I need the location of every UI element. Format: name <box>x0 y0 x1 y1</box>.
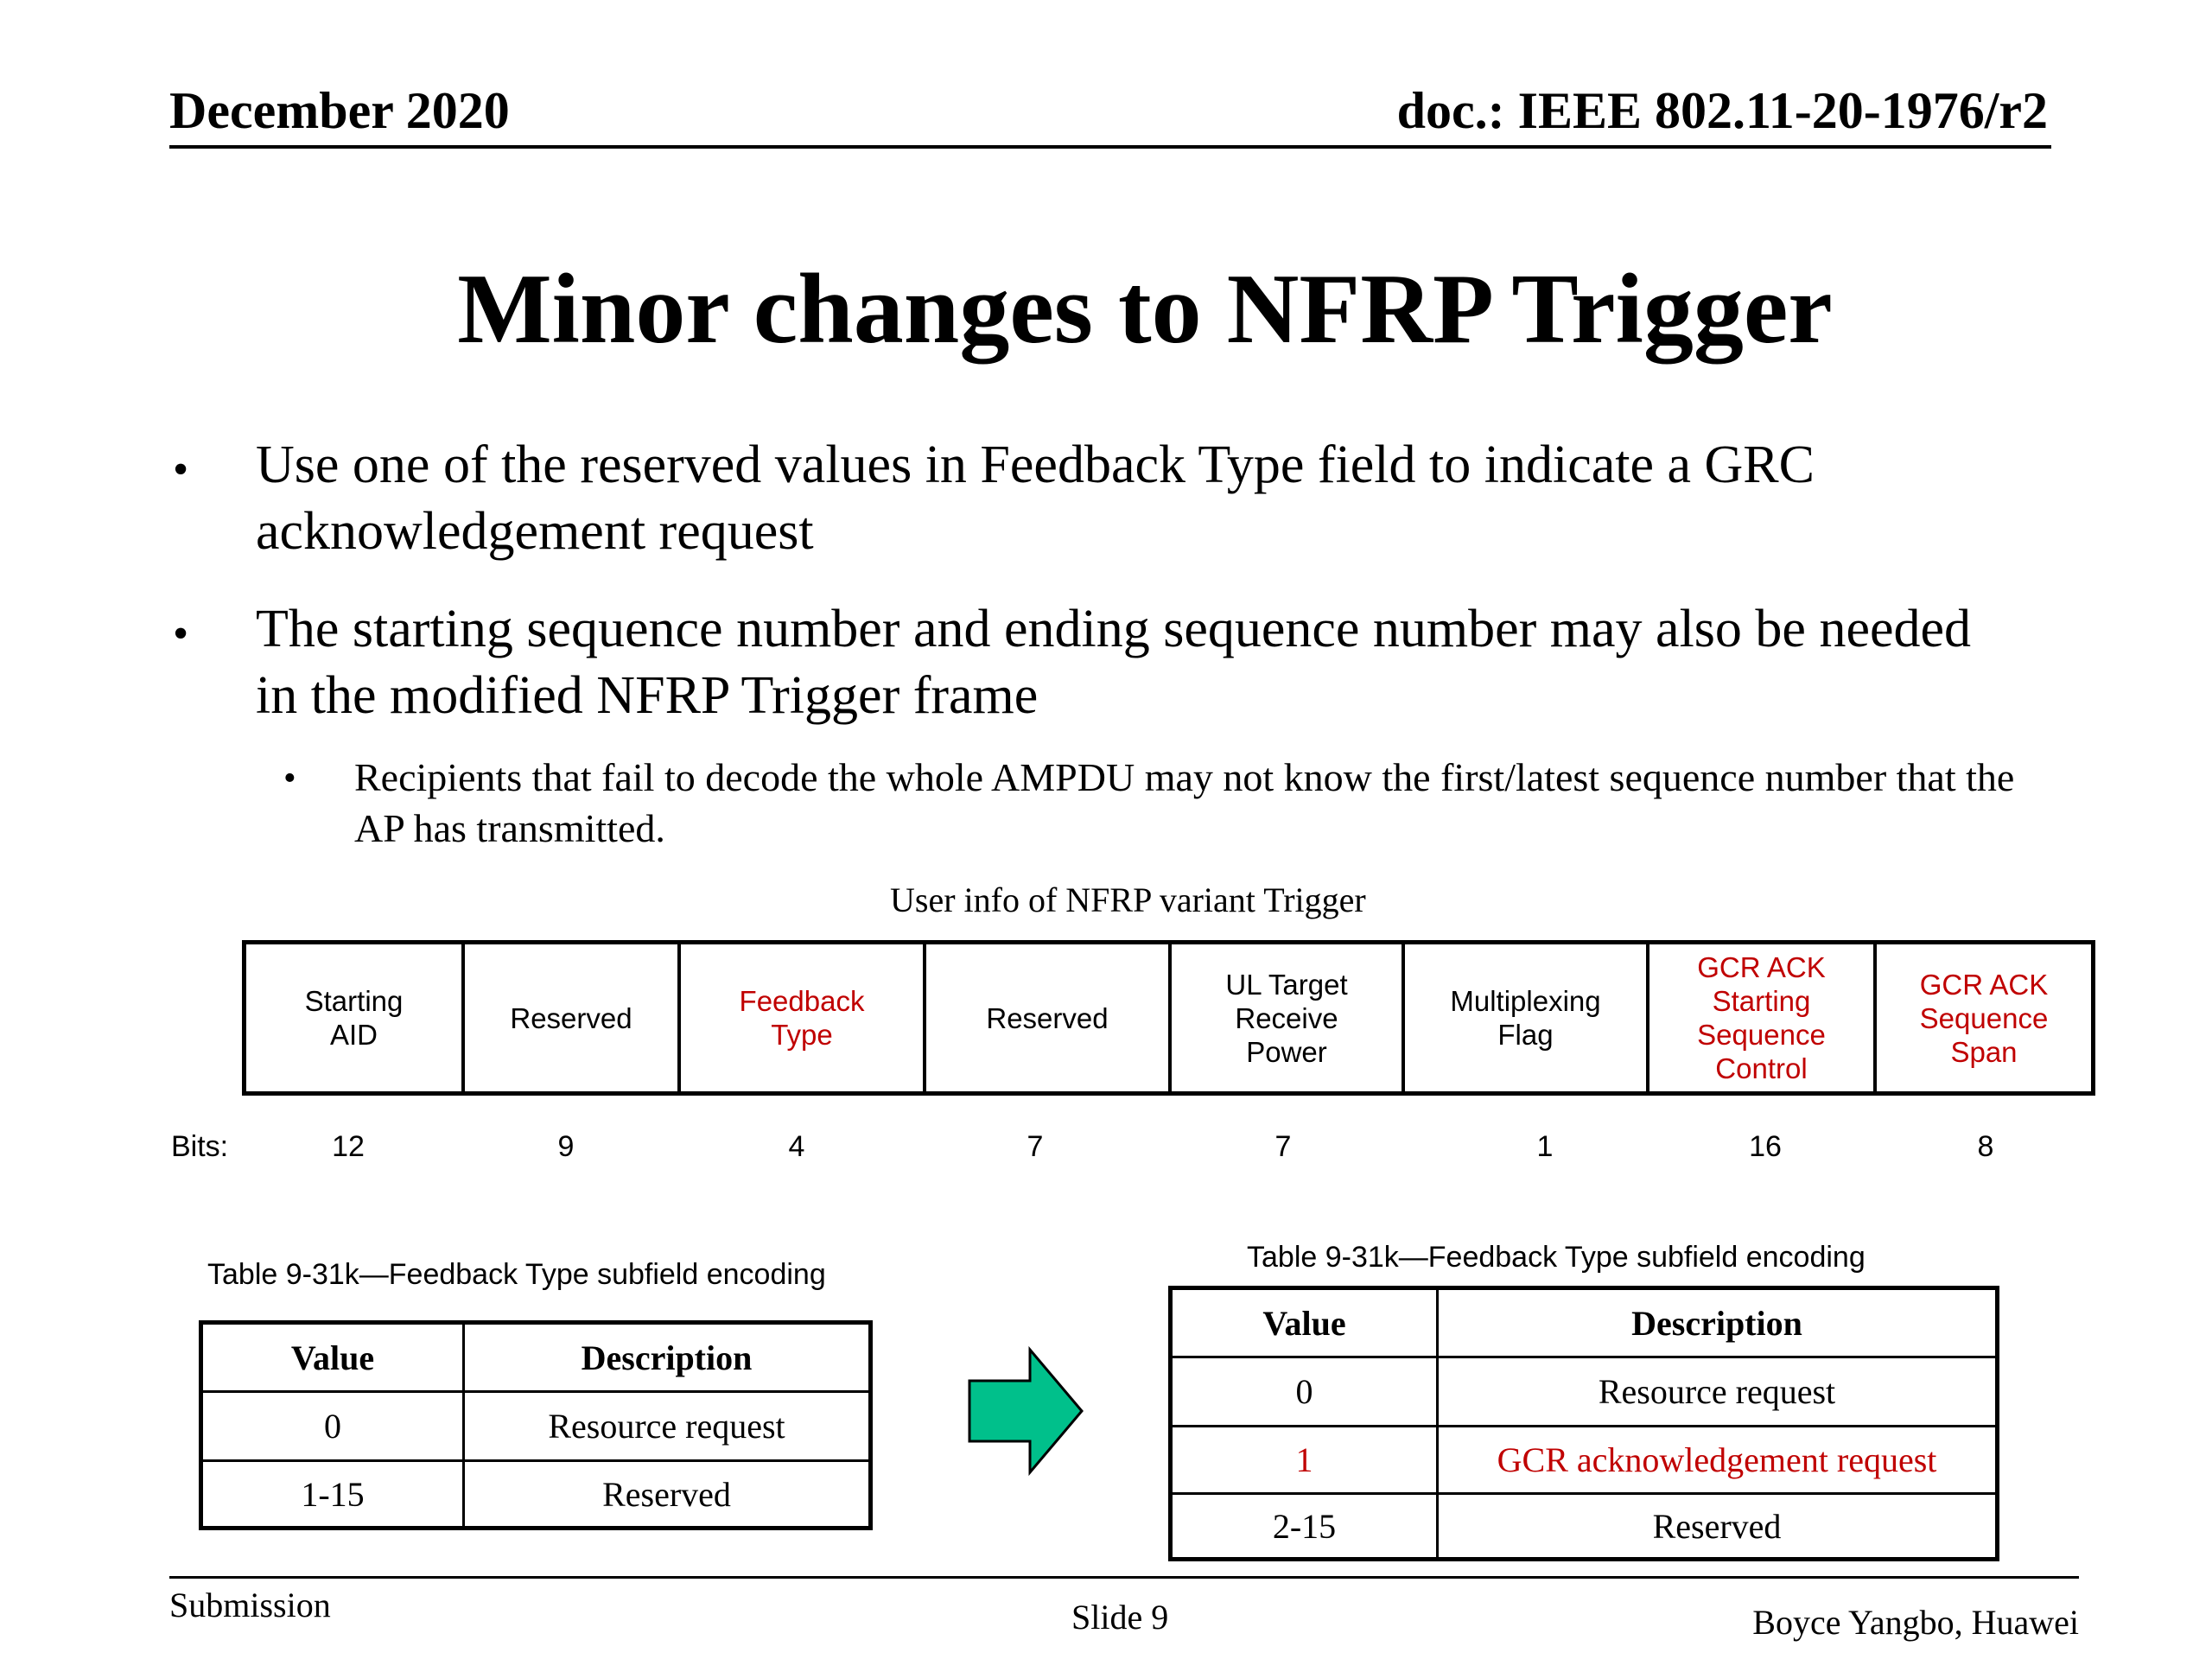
table-row <box>201 1392 871 1461</box>
bits-value: 7 <box>1027 1130 1044 1163</box>
sub-bullet-1: Recipients that fail to decode the whole AMPDU may not know the first/latest sequence number that the AP has transmitted. <box>354 755 2015 850</box>
bits-value: 16 <box>1749 1130 1782 1163</box>
bits-value: 7 <box>1274 1130 1292 1163</box>
cell-value: 1-15 <box>201 1461 464 1529</box>
sub-bullet-dot-icon: • <box>283 759 296 798</box>
cell-value: 1 <box>1171 1427 1438 1494</box>
field-reserved-2: Reserved <box>926 944 1172 1091</box>
bits-value: 1 <box>1536 1130 1554 1163</box>
field-gcr-ack-sequence-span: GCR ACK Sequence Span <box>1919 968 2049 1068</box>
table-new <box>1168 1286 1999 1561</box>
bits-value: 9 <box>557 1130 575 1163</box>
bits-value: 12 <box>332 1130 365 1163</box>
cell-description: GCR acknowledgement request <box>1438 1427 1998 1494</box>
column-header-description: Description <box>1438 1288 1998 1357</box>
field-gcr-ack-starting-sequence-control: GCR ACK Starting Sequence Control <box>1649 944 1877 1091</box>
column-header-value: Value <box>201 1323 464 1392</box>
field-starting-aid: Starting AID <box>246 944 465 1091</box>
table-row <box>1171 1357 1998 1427</box>
bits-value: 4 <box>788 1130 805 1163</box>
header-rule <box>169 145 2051 149</box>
table-header-row <box>1171 1288 1998 1357</box>
bullet-2: The starting sequence number and ending sequence number may also be needed in the modified NFRP Trigger frame <box>256 600 1971 725</box>
cell-value: 2-15 <box>1171 1494 1438 1560</box>
cell-value: 0 <box>1171 1357 1438 1427</box>
cell-description: Resource request <box>1438 1357 1998 1427</box>
field-feedback-type: Feedback Type <box>681 944 926 1091</box>
bullet-dot-icon: • <box>173 609 189 658</box>
table-row <box>1171 1494 1998 1560</box>
footer-rule <box>169 1576 2079 1579</box>
user-info-caption: User info of NFRP variant Trigger <box>890 880 1366 919</box>
header-date: December 2020 <box>169 82 510 139</box>
bits-value: 8 <box>1977 1130 1994 1163</box>
user-info-field-table <box>242 940 2095 1096</box>
table-old-caption: Table 9-31k—Feedback Type subfield encoding <box>207 1258 826 1291</box>
table-row-highlighted <box>1171 1427 1998 1494</box>
footer-author: Boyce Yangbo, Huawei <box>1752 1603 2079 1642</box>
table-row <box>201 1461 871 1529</box>
table-old <box>199 1320 873 1530</box>
field-ul-target-receive-power: UL Target Receive Power <box>1172 944 1405 1091</box>
table-header-row <box>201 1323 871 1392</box>
table-new-caption: Table 9-31k—Feedback Type subfield encoding <box>1247 1241 1866 1274</box>
field-multiplexing-flag: Multiplexing Flag <box>1405 944 1649 1091</box>
right-arrow-icon <box>968 1346 1085 1476</box>
cell-description: Reserved <box>464 1461 871 1529</box>
field-reserved-1: Reserved <box>465 944 681 1091</box>
bullet-dot-icon: • <box>173 445 189 494</box>
column-header-description: Description <box>464 1323 871 1392</box>
header-doc-number: doc.: IEEE 802.11-20-1976/r2 <box>1396 82 2048 139</box>
bullet-1: Use one of the reserved values in Feedback Type field to indicate a GRC acknowledgement request <box>256 435 1815 561</box>
column-header-value: Value <box>1171 1288 1438 1357</box>
cell-value: 0 <box>201 1392 464 1461</box>
footer-submission: Submission <box>169 1586 331 1624</box>
footer-slide-number: Slide 9 <box>1071 1598 1169 1637</box>
bits-label: Bits: <box>171 1130 229 1163</box>
slide-title: Minor changes to NFRP Trigger <box>457 254 1833 365</box>
cell-description: Reserved <box>1438 1494 1998 1560</box>
cell-description: Resource request <box>464 1392 871 1461</box>
